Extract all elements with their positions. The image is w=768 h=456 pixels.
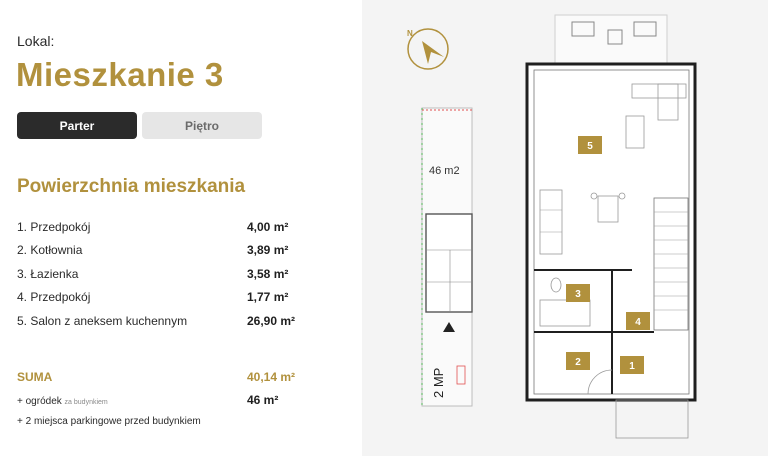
tab-parter[interactable]: Parter — [17, 112, 137, 139]
list-item — [17, 309, 317, 333]
room-tag-1[interactable] — [620, 356, 644, 374]
svg-text:1: 1 — [629, 361, 635, 372]
room-name: 4. Przedpokój — [17, 290, 91, 305]
room-tag-2[interactable] — [566, 352, 590, 370]
floor-plan — [362, 0, 768, 456]
list-item — [17, 215, 317, 239]
room-list — [17, 215, 317, 333]
parking-spot-label: 2 MP — [431, 367, 446, 398]
parking-label: + 2 miejsca parkingowe przed budynkiem — [17, 416, 201, 427]
room-tag-3[interactable] — [566, 284, 590, 302]
list-item — [17, 286, 317, 310]
area-section-title: Powierzchnia mieszkania — [17, 176, 246, 197]
total-label: SUMA — [17, 370, 53, 384]
room-area: 3,89 m² — [247, 243, 289, 258]
terrace — [555, 15, 667, 63]
tab-pietro[interactable]: Piętro — [142, 112, 262, 139]
garden-label: + ogródek — [17, 396, 62, 407]
garden-area-text: 46 m2 — [429, 165, 460, 177]
garden-value: 46 m² — [247, 393, 279, 407]
room-name: 2. Kotłownia — [17, 243, 83, 258]
svg-text:3: 3 — [575, 289, 581, 300]
list-item — [17, 239, 317, 263]
garden-row — [17, 393, 317, 407]
garden-note: za budynkiem — [64, 399, 108, 406]
room-name: 3. Łazienka — [17, 266, 79, 281]
svg-text:2: 2 — [575, 357, 581, 368]
room-tag-4[interactable] — [626, 312, 650, 330]
svg-text:N: N — [407, 29, 413, 38]
list-item — [17, 262, 317, 286]
room-area: 26,90 m² — [247, 313, 296, 328]
parking-row — [17, 416, 317, 427]
apartment-plan — [527, 64, 695, 438]
total-value: 40,14 m² — [247, 370, 296, 384]
room-name: 1. Przedpokój — [17, 219, 91, 234]
total-row — [17, 370, 317, 384]
room-tag-5[interactable] — [578, 136, 602, 154]
floor-plan-panel — [362, 0, 768, 456]
room-area: 1,77 m² — [247, 290, 289, 305]
room-area: 3,58 m² — [247, 266, 289, 281]
compass-icon — [407, 29, 448, 69]
lokal-label: Lokal: — [17, 33, 55, 49]
site-overview — [422, 108, 472, 406]
svg-text:5: 5 — [587, 141, 593, 152]
room-name: 5. Salon z aneksem kuchennym — [17, 313, 188, 328]
info-panel — [0, 0, 362, 456]
svg-text:4: 4 — [635, 317, 641, 328]
apartment-title: Mieszkanie 3 — [16, 56, 224, 93]
room-area: 4,00 m² — [247, 219, 289, 234]
